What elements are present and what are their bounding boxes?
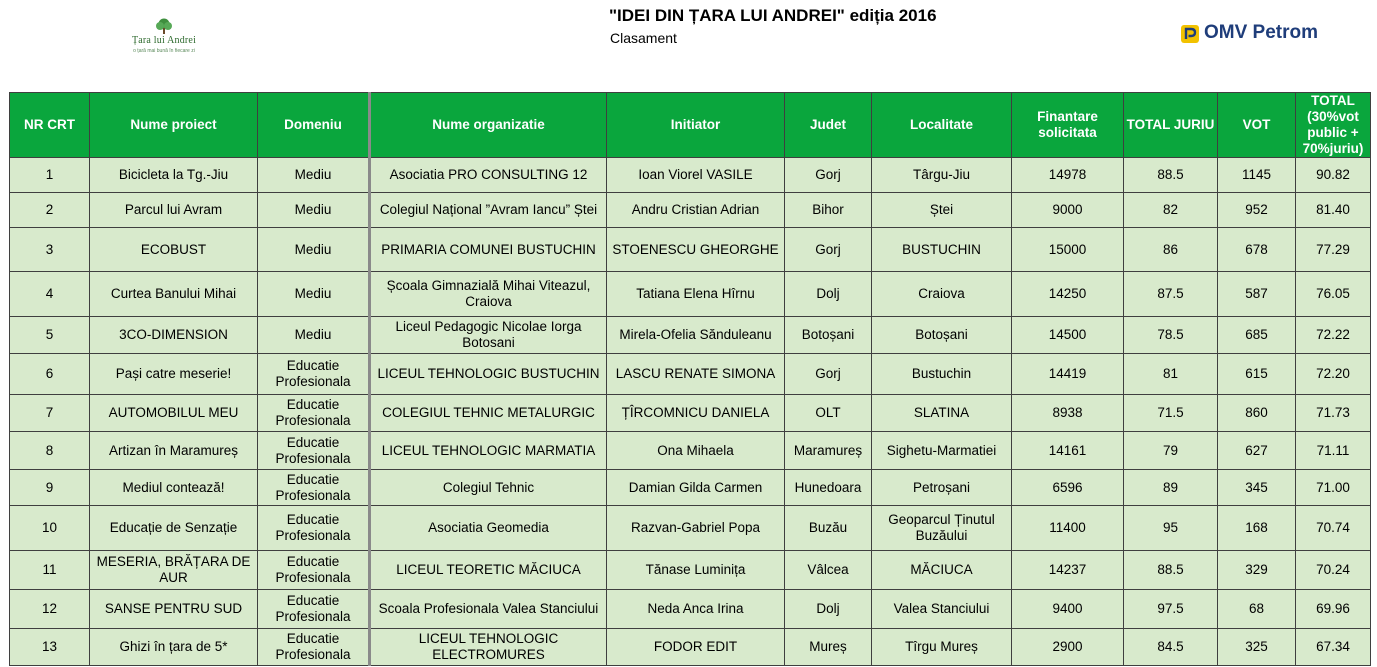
col-vot-header: VOT: [1218, 93, 1296, 158]
cell-finantare: 15000: [1012, 228, 1124, 272]
cell-nr-crt: 1: [10, 158, 90, 193]
cell-nume-organizatie: LICEUL TEHNOLOGIC MARMATIA: [370, 432, 607, 470]
cell-domeniu: Educatie Profesionala: [258, 432, 370, 470]
cell-finantare: 14161: [1012, 432, 1124, 470]
table-row: [10, 395, 1371, 432]
cell-nr-crt: 10: [10, 506, 90, 551]
page-title: "IDEI DIN ȚARA LUI ANDREI" ediția 2016: [609, 6, 937, 25]
cell-initiator: Tatiana Elena Hîrnu: [607, 272, 785, 317]
cell-localitate: BUSTUCHIN: [872, 228, 1012, 272]
cell-judet: Botoșani: [785, 317, 872, 354]
cell-nr-crt: 11: [10, 551, 90, 590]
left-logo-tagline: o țară mai bună în fiecare zi: [133, 48, 195, 54]
table-row: [10, 629, 1371, 666]
table-row: [10, 470, 1371, 506]
table-body: [10, 158, 1371, 666]
cell-total-final: 72.22: [1296, 317, 1371, 354]
omv-petrom-logo: [1180, 22, 1330, 46]
tara-lui-andrei-logo: [118, 18, 210, 58]
cell-nume-organizatie: COLEGIUL TEHNIC METALURGIC: [370, 395, 607, 432]
cell-total-final: 76.05: [1296, 272, 1371, 317]
cell-vot: 952: [1218, 193, 1296, 228]
cell-vot: 627: [1218, 432, 1296, 470]
cell-finantare: 9000: [1012, 193, 1124, 228]
cell-initiator: Tănase Luminița: [607, 551, 785, 590]
petrom-mark-icon: [1180, 24, 1200, 44]
cell-total-juriu: 86: [1124, 228, 1218, 272]
cell-total-final: 70.74: [1296, 506, 1371, 551]
table-header-row: [10, 93, 1371, 158]
cell-judet: Buzău: [785, 506, 872, 551]
table-row: [10, 228, 1371, 272]
col-nume-proiect-header: Nume proiect: [90, 93, 258, 158]
cell-total-final: 90.82: [1296, 158, 1371, 193]
tree-icon: [154, 18, 174, 34]
cell-domeniu: Educatie Profesionala: [258, 354, 370, 395]
cell-nume-proiect: Pași catre meserie!: [90, 354, 258, 395]
cell-initiator: Neda Anca Irina: [607, 590, 785, 629]
cell-vot: 587: [1218, 272, 1296, 317]
cell-domeniu: Mediu: [258, 317, 370, 354]
cell-total-juriu: 71.5: [1124, 395, 1218, 432]
cell-initiator: Damian Gilda Carmen: [607, 470, 785, 506]
cell-localitate: Craiova: [872, 272, 1012, 317]
cell-total-juriu: 97.5: [1124, 590, 1218, 629]
cell-vot: 1145: [1218, 158, 1296, 193]
col-total-juriu-header: TOTAL JURIU: [1124, 93, 1218, 158]
cell-judet: Gorj: [785, 158, 872, 193]
cell-nume-proiect: Parcul lui Avram: [90, 193, 258, 228]
cell-domeniu: Mediu: [258, 158, 370, 193]
cell-initiator: Mirela-Ofelia Săndulеanu: [607, 317, 785, 354]
cell-initiator: Andru Cristian Adrian: [607, 193, 785, 228]
cell-total-final: 72.20: [1296, 354, 1371, 395]
cell-nume-proiect: AUTOMOBILUL MEU: [90, 395, 258, 432]
table-row: [10, 158, 1371, 193]
cell-localitate: Botoșani: [872, 317, 1012, 354]
col-finantare-solicitata-header: Finantare solicitata: [1012, 93, 1124, 158]
col-nr-crt-header: NR CRT: [10, 93, 90, 158]
cell-judet: Mureș: [785, 629, 872, 666]
cell-nr-crt: 9: [10, 470, 90, 506]
col-judet-header: Judet: [785, 93, 872, 158]
cell-judet: OLT: [785, 395, 872, 432]
cell-nr-crt: 2: [10, 193, 90, 228]
cell-total-final: 67.34: [1296, 629, 1371, 666]
cell-nume-proiect: 3CO-DIMENSION: [90, 317, 258, 354]
cell-total-final: 81.40: [1296, 193, 1371, 228]
cell-nr-crt: 4: [10, 272, 90, 317]
table-row: [10, 193, 1371, 228]
cell-nume-proiect: MESERIA, BRĂȚARA DE AUR: [90, 551, 258, 590]
table-row: [10, 590, 1371, 629]
cell-judet: Dolj: [785, 590, 872, 629]
cell-judet: Bihor: [785, 193, 872, 228]
cell-localitate: Geoparcul Ținutul Buzăului: [872, 506, 1012, 551]
left-logo-name: Țara lui Andrei: [131, 35, 197, 46]
cell-domeniu: Educatie Profesionala: [258, 506, 370, 551]
cell-total-juriu: 79: [1124, 432, 1218, 470]
cell-domeniu: Educatie Profesionala: [258, 551, 370, 590]
cell-judet: Vâlcea: [785, 551, 872, 590]
cell-nume-organizatie: Școala Gimnazială Mihai Viteazul, Craiova: [370, 272, 607, 317]
cell-domeniu: Mediu: [258, 193, 370, 228]
cell-nume-proiect: Ghizi în țara de 5*: [90, 629, 258, 666]
right-logo-brand: OMV Petrom: [1204, 22, 1319, 43]
cell-domeniu: Educatie Profesionala: [258, 395, 370, 432]
cell-finantare: 2900: [1012, 629, 1124, 666]
table-row: [10, 272, 1371, 317]
cell-localitate: Târgu-Jiu: [872, 158, 1012, 193]
cell-nume-organizatie: Colegiul Tehnic: [370, 470, 607, 506]
cell-judet: Maramureș: [785, 432, 872, 470]
cell-initiator: Ona Mihaela: [607, 432, 785, 470]
cell-total-juriu: 95: [1124, 506, 1218, 551]
cell-judet: Hunedoara: [785, 470, 872, 506]
page-subtitle: Clasament: [610, 30, 677, 46]
cell-vot: 615: [1218, 354, 1296, 395]
cell-finantare: 14237: [1012, 551, 1124, 590]
cell-localitate: Bustuchin: [872, 354, 1012, 395]
cell-localitate: SLATINA: [872, 395, 1012, 432]
cell-nume-organizatie: PRIMARIA COMUNEI BUSTUCHIN: [370, 228, 607, 272]
cell-finantare: 14978: [1012, 158, 1124, 193]
cell-finantare: 11400: [1012, 506, 1124, 551]
cell-nume-organizatie: Asociatia Geomedia: [370, 506, 607, 551]
cell-vot: 678: [1218, 228, 1296, 272]
cell-initiator: STOENESCU GHEORGHE: [607, 228, 785, 272]
table-row: [10, 551, 1371, 590]
cell-nr-crt: 7: [10, 395, 90, 432]
cell-total-final: 71.00: [1296, 470, 1371, 506]
cell-nr-crt: 8: [10, 432, 90, 470]
cell-vot: 345: [1218, 470, 1296, 506]
cell-localitate: Tîrgu Mureș: [872, 629, 1012, 666]
cell-initiator: LASCU RENATE SIMONA: [607, 354, 785, 395]
cell-finantare: 8938: [1012, 395, 1124, 432]
cell-total-final: 71.73: [1296, 395, 1371, 432]
cell-initiator: ȚÎRCOMNICU DANIELA: [607, 395, 785, 432]
cell-judet: Dolj: [785, 272, 872, 317]
cell-total-final: 71.11: [1296, 432, 1371, 470]
cell-nume-proiect: SANSE PENTRU SUD: [90, 590, 258, 629]
cell-nume-organizatie: Liceul Pedagogic Nicolae Iorga Botosani: [370, 317, 607, 354]
cell-nume-proiect: Educație de Senzație: [90, 506, 258, 551]
cell-judet: Gorj: [785, 228, 872, 272]
cell-nr-crt: 3: [10, 228, 90, 272]
col-localitate-header: Localitate: [872, 93, 1012, 158]
cell-total-final: 77.29: [1296, 228, 1371, 272]
col-nume-organizatie-header: Nume organizatie: [370, 93, 607, 158]
cell-vot: 329: [1218, 551, 1296, 590]
cell-localitate: Sighetu-Marmatiei: [872, 432, 1012, 470]
cell-finantare: 14500: [1012, 317, 1124, 354]
cell-localitate: Petroșani: [872, 470, 1012, 506]
cell-total-juriu: 84.5: [1124, 629, 1218, 666]
cell-nume-proiect: Curtea Banului Mihai: [90, 272, 258, 317]
cell-nume-organizatie: LICEUL TEHNOLOGIC ELECTROMURES: [370, 629, 607, 666]
cell-initiator: Ioan Viorel VASILE: [607, 158, 785, 193]
cell-domeniu: Educatie Profesionala: [258, 470, 370, 506]
cell-total-final: 69.96: [1296, 590, 1371, 629]
cell-localitate: Ștei: [872, 193, 1012, 228]
cell-localitate: MĂCIUCA: [872, 551, 1012, 590]
cell-nume-proiect: Bicicleta la Tg.-Jiu: [90, 158, 258, 193]
cell-nume-organizatie: Colegiul Național ”Avram Iancu” Ștei: [370, 193, 607, 228]
cell-initiator: Razvan-Gabriel Popa: [607, 506, 785, 551]
cell-vot: 325: [1218, 629, 1296, 666]
cell-finantare: 6596: [1012, 470, 1124, 506]
cell-total-juriu: 82: [1124, 193, 1218, 228]
table-row: [10, 432, 1371, 470]
cell-vot: 860: [1218, 395, 1296, 432]
cell-nr-crt: 5: [10, 317, 90, 354]
cell-nume-proiect: ECOBUST: [90, 228, 258, 272]
cell-domeniu: Mediu: [258, 228, 370, 272]
col-total-final-header: TOTAL (30%vot public + 70%juriu): [1296, 93, 1371, 158]
cell-localitate: Valea Stanciului: [872, 590, 1012, 629]
col-initiator-header: Initiator: [607, 93, 785, 158]
col-domeniu-header: Domeniu: [258, 93, 370, 158]
cell-vot: 68: [1218, 590, 1296, 629]
cell-total-juriu: 89: [1124, 470, 1218, 506]
cell-total-juriu: 81: [1124, 354, 1218, 395]
cell-nume-organizatie: LICEUL TEHNOLOGIC BUSTUCHIN: [370, 354, 607, 395]
table-row: [10, 506, 1371, 551]
cell-nume-proiect: Mediul contează!: [90, 470, 258, 506]
cell-finantare: 14250: [1012, 272, 1124, 317]
cell-finantare: 9400: [1012, 590, 1124, 629]
cell-vot: 168: [1218, 506, 1296, 551]
cell-nr-crt: 13: [10, 629, 90, 666]
cell-total-juriu: 88.5: [1124, 158, 1218, 193]
cell-total-final: 70.24: [1296, 551, 1371, 590]
cell-total-juriu: 78.5: [1124, 317, 1218, 354]
cell-domeniu: Educatie Profesionala: [258, 590, 370, 629]
cell-nume-organizatie: LICEUL TEORETIC MĂCIUCA: [370, 551, 607, 590]
ranking-table: [9, 92, 1371, 666]
cell-total-juriu: 87.5: [1124, 272, 1218, 317]
cell-nume-proiect: Artizan în Maramureș: [90, 432, 258, 470]
cell-vot: 685: [1218, 317, 1296, 354]
cell-domeniu: Educatie Profesionala: [258, 629, 370, 666]
cell-finantare: 14419: [1012, 354, 1124, 395]
cell-domeniu: Mediu: [258, 272, 370, 317]
cell-nr-crt: 12: [10, 590, 90, 629]
cell-nume-organizatie: Asociatia PRO CONSULTING 12: [370, 158, 607, 193]
cell-judet: Gorj: [785, 354, 872, 395]
cell-initiator: FODOR EDIT: [607, 629, 785, 666]
table-row: [10, 317, 1371, 354]
table-row: [10, 354, 1371, 395]
cell-total-juriu: 88.5: [1124, 551, 1218, 590]
cell-nume-organizatie: Scoala Profesionala Valea Stanciului: [370, 590, 607, 629]
cell-nr-crt: 6: [10, 354, 90, 395]
